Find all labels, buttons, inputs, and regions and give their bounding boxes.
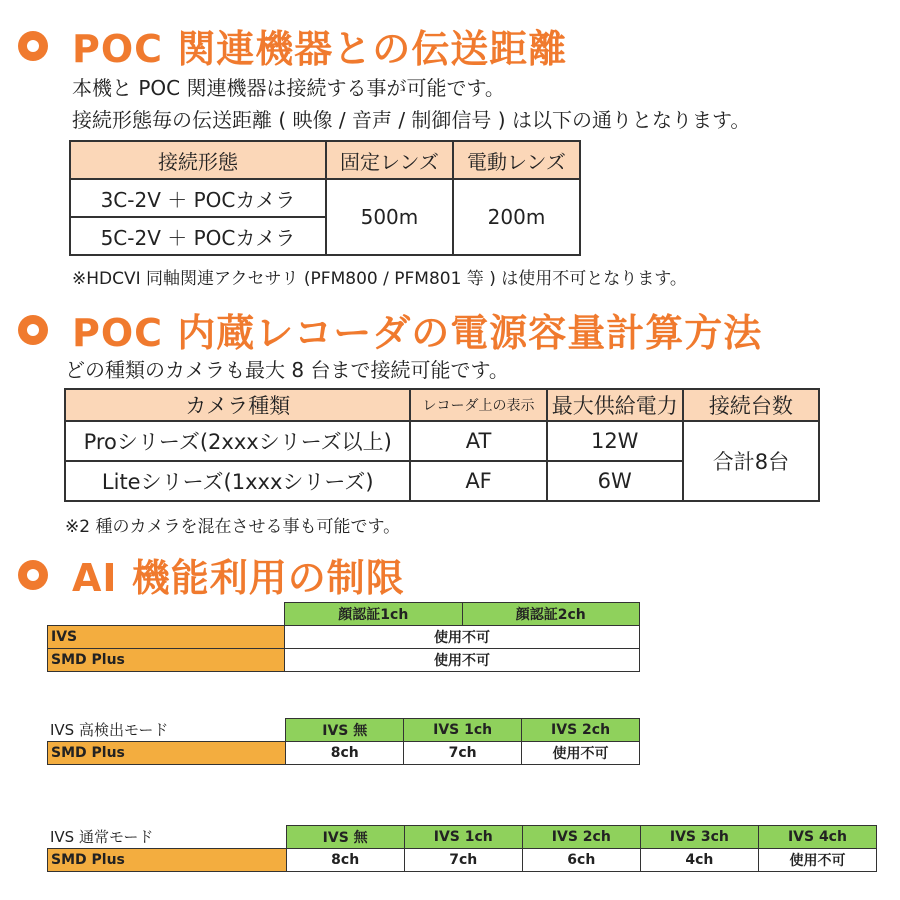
value-ivs-1ch: 7ch xyxy=(404,849,522,872)
camera-type-lite: Liteシリーズ(1xxxシリーズ) xyxy=(65,461,410,501)
header-ivs-3ch: IVS 3ch xyxy=(640,826,758,849)
section1-line2: 接続形態毎の伝送距離 ( 映像 / 音声 / 制御信号 ) は以下の通りとなります。 xyxy=(72,108,751,132)
header-face-1ch: 顔認証1ch xyxy=(285,603,462,626)
ivs-high-mode-caption: IVS 高検出モード xyxy=(50,721,169,739)
header-ivs-1ch: IVS 1ch xyxy=(404,826,522,849)
section2-line1: どの種類のカメラも最大 8 台まで接続可能です。 xyxy=(65,358,509,382)
ivs-high-mode-table xyxy=(47,718,640,765)
value-ivs-3ch: 4ch xyxy=(640,849,758,872)
header-camera-type: カメラ種類 xyxy=(65,389,410,421)
header-ivs-none: IVS 無 xyxy=(286,719,404,742)
value-ivs-2ch: 6ch xyxy=(522,849,640,872)
row-label-smd: SMD Plus xyxy=(48,849,287,872)
section1-note: ※HDCVI 同軸関連アクセサリ (PFM800 / PFM801 等 ) は使用不可となります。 xyxy=(72,269,687,289)
orange-bullet-icon xyxy=(18,315,48,345)
smd-face-value: 使用不可 xyxy=(285,649,640,672)
header-face-2ch: 顔認証2ch xyxy=(462,603,639,626)
header-motor-lens: 電動レンズ xyxy=(453,141,580,179)
section1-title: POC 関連機器との伝送距離 xyxy=(72,27,568,71)
power-lite: 6W xyxy=(547,461,683,501)
header-fixed-lens: 固定レンズ xyxy=(326,141,453,179)
orange-bullet-icon xyxy=(18,560,48,590)
section1-heading xyxy=(18,18,567,73)
fixed-lens-distance: 500m xyxy=(326,179,453,255)
header-max-power: 最大供給電力 xyxy=(547,389,683,421)
transmission-table xyxy=(69,140,581,256)
display-pro: AT xyxy=(410,421,546,461)
display-lite: AF xyxy=(410,461,546,501)
header-recorder-display: レコーダ上の表示 xyxy=(410,389,546,421)
section2-note: ※2 種のカメラを混在させる事も可能です。 xyxy=(65,517,401,537)
ai-face-table xyxy=(47,602,640,672)
camera-type-pro: Proシリーズ(2xxxシリーズ以上) xyxy=(65,421,410,461)
section2-heading xyxy=(18,302,762,357)
power-table xyxy=(64,388,820,502)
ivs-normal-mode-table xyxy=(47,825,877,872)
section3-title: AI 機能利用の制限 xyxy=(72,556,405,600)
section2-title: POC 内蔵レコーダの電源容量計算方法 xyxy=(72,311,763,355)
motor-lens-distance: 200m xyxy=(453,179,580,255)
total-count: 合計8台 xyxy=(683,421,819,501)
value-ivs-none: 8ch xyxy=(286,849,404,872)
power-pro: 12W xyxy=(547,421,683,461)
value-ivs-1ch: 7ch xyxy=(404,742,522,765)
value-ivs-4ch: 使用不可 xyxy=(758,849,876,872)
section3-heading xyxy=(18,547,405,602)
section1-line1: 本機と POC 関連機器は接続する事が可能です。 xyxy=(72,76,505,100)
row-label-smd: SMD Plus xyxy=(48,649,285,672)
header-ivs-none: IVS 無 xyxy=(286,826,404,849)
header-ivs-4ch: IVS 4ch xyxy=(758,826,876,849)
row-label-smd: SMD Plus xyxy=(48,742,286,765)
value-ivs-2ch: 使用不可 xyxy=(522,742,640,765)
header-ivs-1ch: IVS 1ch xyxy=(404,719,522,742)
ivs-face-value: 使用不可 xyxy=(285,626,640,649)
row-label-ivs: IVS xyxy=(48,626,285,649)
header-connect-count: 接続台数 xyxy=(683,389,819,421)
row-connection-5c: 5C-2V ＋ POCカメラ xyxy=(70,217,326,255)
header-connection: 接続形態 xyxy=(70,141,326,179)
row-connection-3c: 3C-2V ＋ POCカメラ xyxy=(70,179,326,217)
header-ivs-2ch: IVS 2ch xyxy=(522,826,640,849)
ivs-normal-mode-caption: IVS 通常モード xyxy=(50,828,154,846)
orange-bullet-icon xyxy=(18,31,48,61)
value-ivs-none: 8ch xyxy=(286,742,404,765)
header-ivs-2ch: IVS 2ch xyxy=(522,719,640,742)
